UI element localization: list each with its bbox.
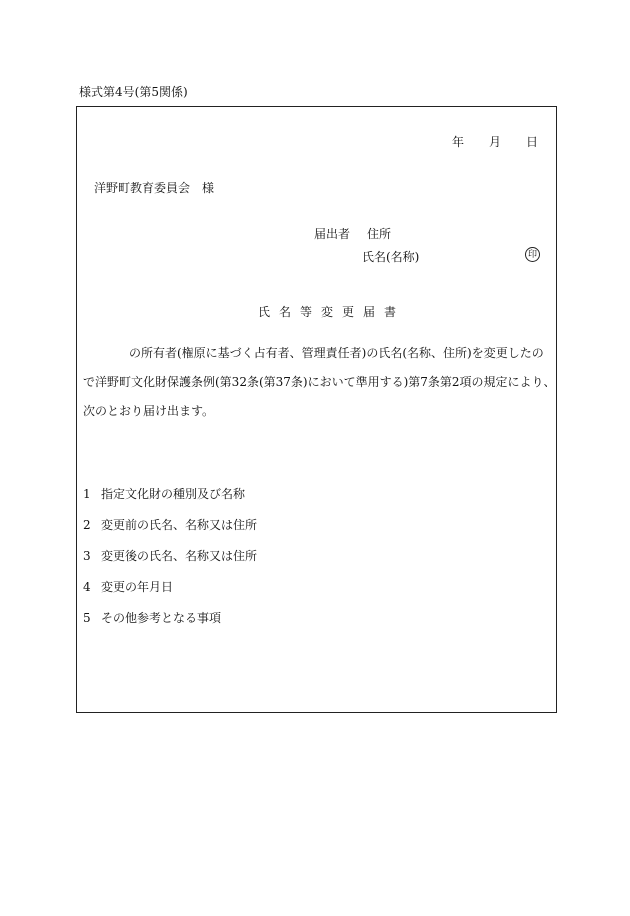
notifier-address-label: 住所 <box>367 227 392 241</box>
item-number: 3 <box>83 549 91 563</box>
date-year-label: 年 <box>451 135 464 149</box>
item-number: 5 <box>83 611 91 625</box>
date-line <box>427 133 538 150</box>
item-number: 1 <box>83 487 91 501</box>
item-text: 変更の年月日 <box>101 580 174 594</box>
form-number-label: 様式第4号(第5関係) <box>79 85 188 99</box>
document-title: 氏名等変更届書 <box>257 305 405 319</box>
date-day-label: 日 <box>525 135 538 149</box>
item-number: 2 <box>83 518 91 532</box>
body-line: で洋野町文化財保護条例(第32条(第37条)において準用する)第7条第2項の規定により、 <box>83 375 556 389</box>
addressee: 洋野町教育委員会 様 <box>94 181 215 195</box>
body-line: の所有者(権原に基づく占有者、管理責任者)の氏名(名称、住所)を変更したの <box>129 346 544 360</box>
body-line: 次のとおり届け出ます。 <box>83 404 215 418</box>
notifier-name-label: 氏名(名称) <box>362 250 420 264</box>
item-text: 指定文化財の種別及び名称 <box>101 487 246 501</box>
date-month-label: 月 <box>488 135 501 149</box>
item-text: その他参考となる事項 <box>101 611 222 625</box>
item-number: 4 <box>83 580 91 594</box>
item-text: 変更前の氏名、名称又は住所 <box>101 518 258 532</box>
body-text <box>83 344 556 431</box>
item-text: 変更後の氏名、名称又は住所 <box>101 549 258 563</box>
list-item <box>83 609 257 640</box>
seal-mark: 印 <box>525 247 540 262</box>
form-frame <box>76 106 557 713</box>
list-item <box>83 485 257 516</box>
notifier-label: 届出者 <box>314 227 351 241</box>
item-list <box>83 485 257 640</box>
list-item <box>83 578 257 609</box>
list-item <box>83 547 257 578</box>
list-item <box>83 516 257 547</box>
